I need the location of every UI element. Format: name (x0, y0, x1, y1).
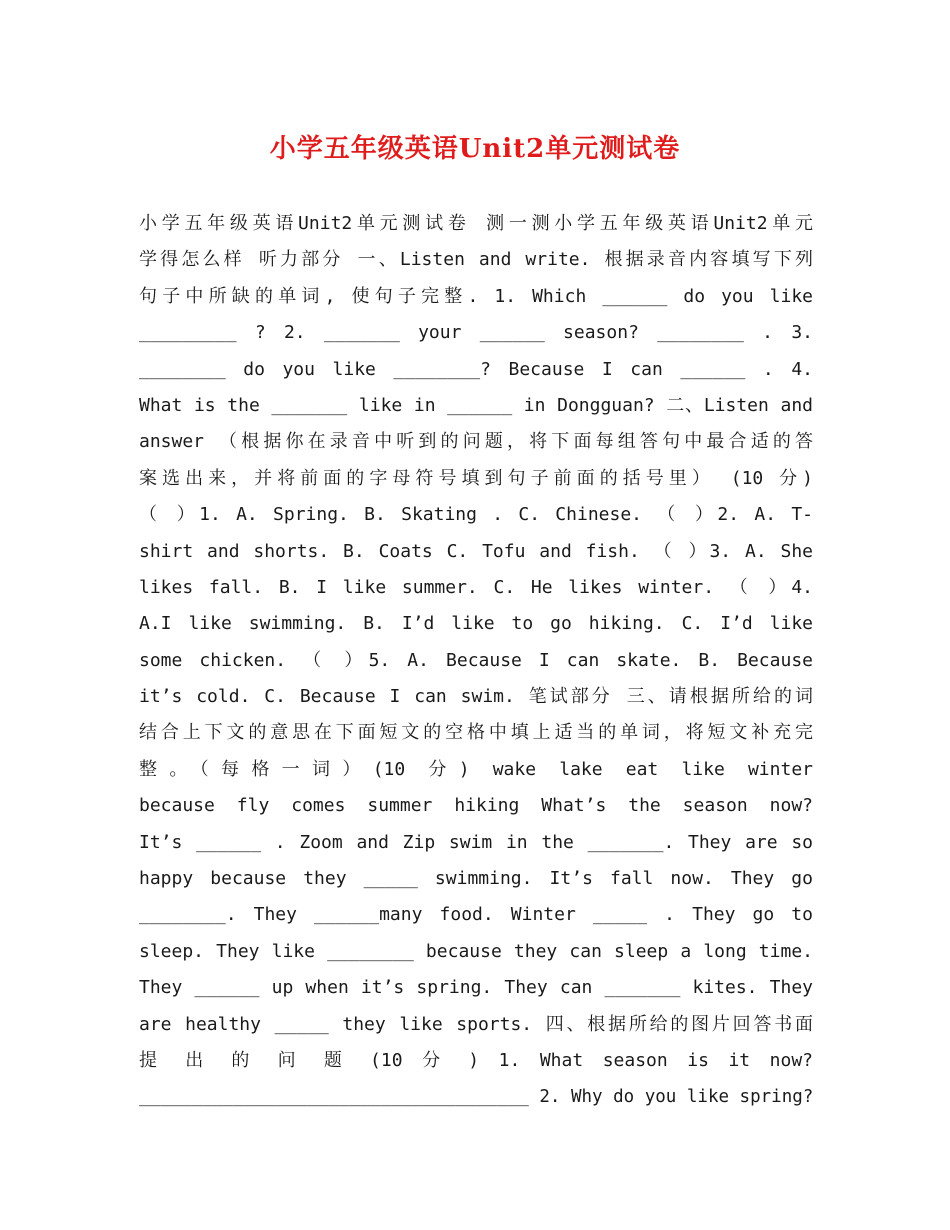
text-line: it’s cold. C. Because I can swim. 笔试部分 三、请根据所给的词 (139, 686, 813, 708)
text-line: 小学五年级英语Unit2单元测试卷 测一测小学五年级英语Unit2单元 (139, 213, 813, 234)
text-line: 整。（每格一词）(10 分) wake lake eat like winter (139, 758, 813, 780)
text-line: _____________________________________ 2. Why do you like spring? (139, 1087, 813, 1108)
text-line: shirt and shorts. B. Coats C. Tofu and fish. （ ）3. A. She (139, 540, 813, 562)
text-line: 结合上下文的意思在下面短文的空格中填上适当的单词，将短文补充完 (139, 722, 813, 744)
text-line: A.I like swimming. B. I’d like to go hiking. C. I’d like (139, 613, 813, 635)
text-line: happy because they _____ swimming. It’s fall now. They go (139, 868, 813, 890)
text-line: some chicken. （ ）5. A. Because I can skate. B. Because (139, 649, 813, 671)
document-title: 小学五年级英语Unit2单元测试卷 (269, 134, 681, 164)
text-line: They ______ up when it’s spring. They can _______ kites. They (139, 977, 813, 999)
text-line: ________. They ______many food. Winter _____ . They go to (139, 904, 813, 926)
document-body (139, 206, 813, 1116)
text-line: sleep. They like ________ because they can sleep a long time. (139, 940, 813, 962)
text-line: likes fall. B. I like summer. C. He likes winter. （ ）4. (139, 576, 813, 598)
text-line: _________ ? 2. _______ your ______ season? ________ . 3. (139, 322, 813, 344)
text-line: 句子中所缺的单词, 使句子完整. 1. Which ______ do you like (139, 285, 813, 307)
text-line: （ ）1. A. Spring. B. Skating . C. Chinese. （ ）2. A. T- (139, 504, 813, 526)
text-line: are healthy _____ they like sports. 四、根据所给的图片回答书面 (139, 1013, 813, 1035)
text-line: answer （根据你在录音中听到的问题，将下面每组答句中最合适的答 (139, 431, 813, 453)
text-line: It’s ______ . Zoom and Zip swim in the _______. They are so (139, 831, 813, 853)
text-line: 学得怎么样 听力部分 一、Listen and write. 根据录音内容填写下列 (139, 249, 813, 271)
text-line: ________ do you like ________? Because I can ______ . 4. (139, 358, 813, 380)
text-line: 案选出来，并将前面的字母符号填到句子前面的括号里） (10 分) (139, 467, 813, 489)
text-line: because fly comes summer hiking What’s the season now? (139, 795, 813, 817)
text-line: What is the _______ like in ______ in Dongguan? 二、Listen and (139, 394, 813, 416)
text-line: 提 出 的 问 题 (10 分 ) 1. What season is it now? (139, 1049, 813, 1071)
